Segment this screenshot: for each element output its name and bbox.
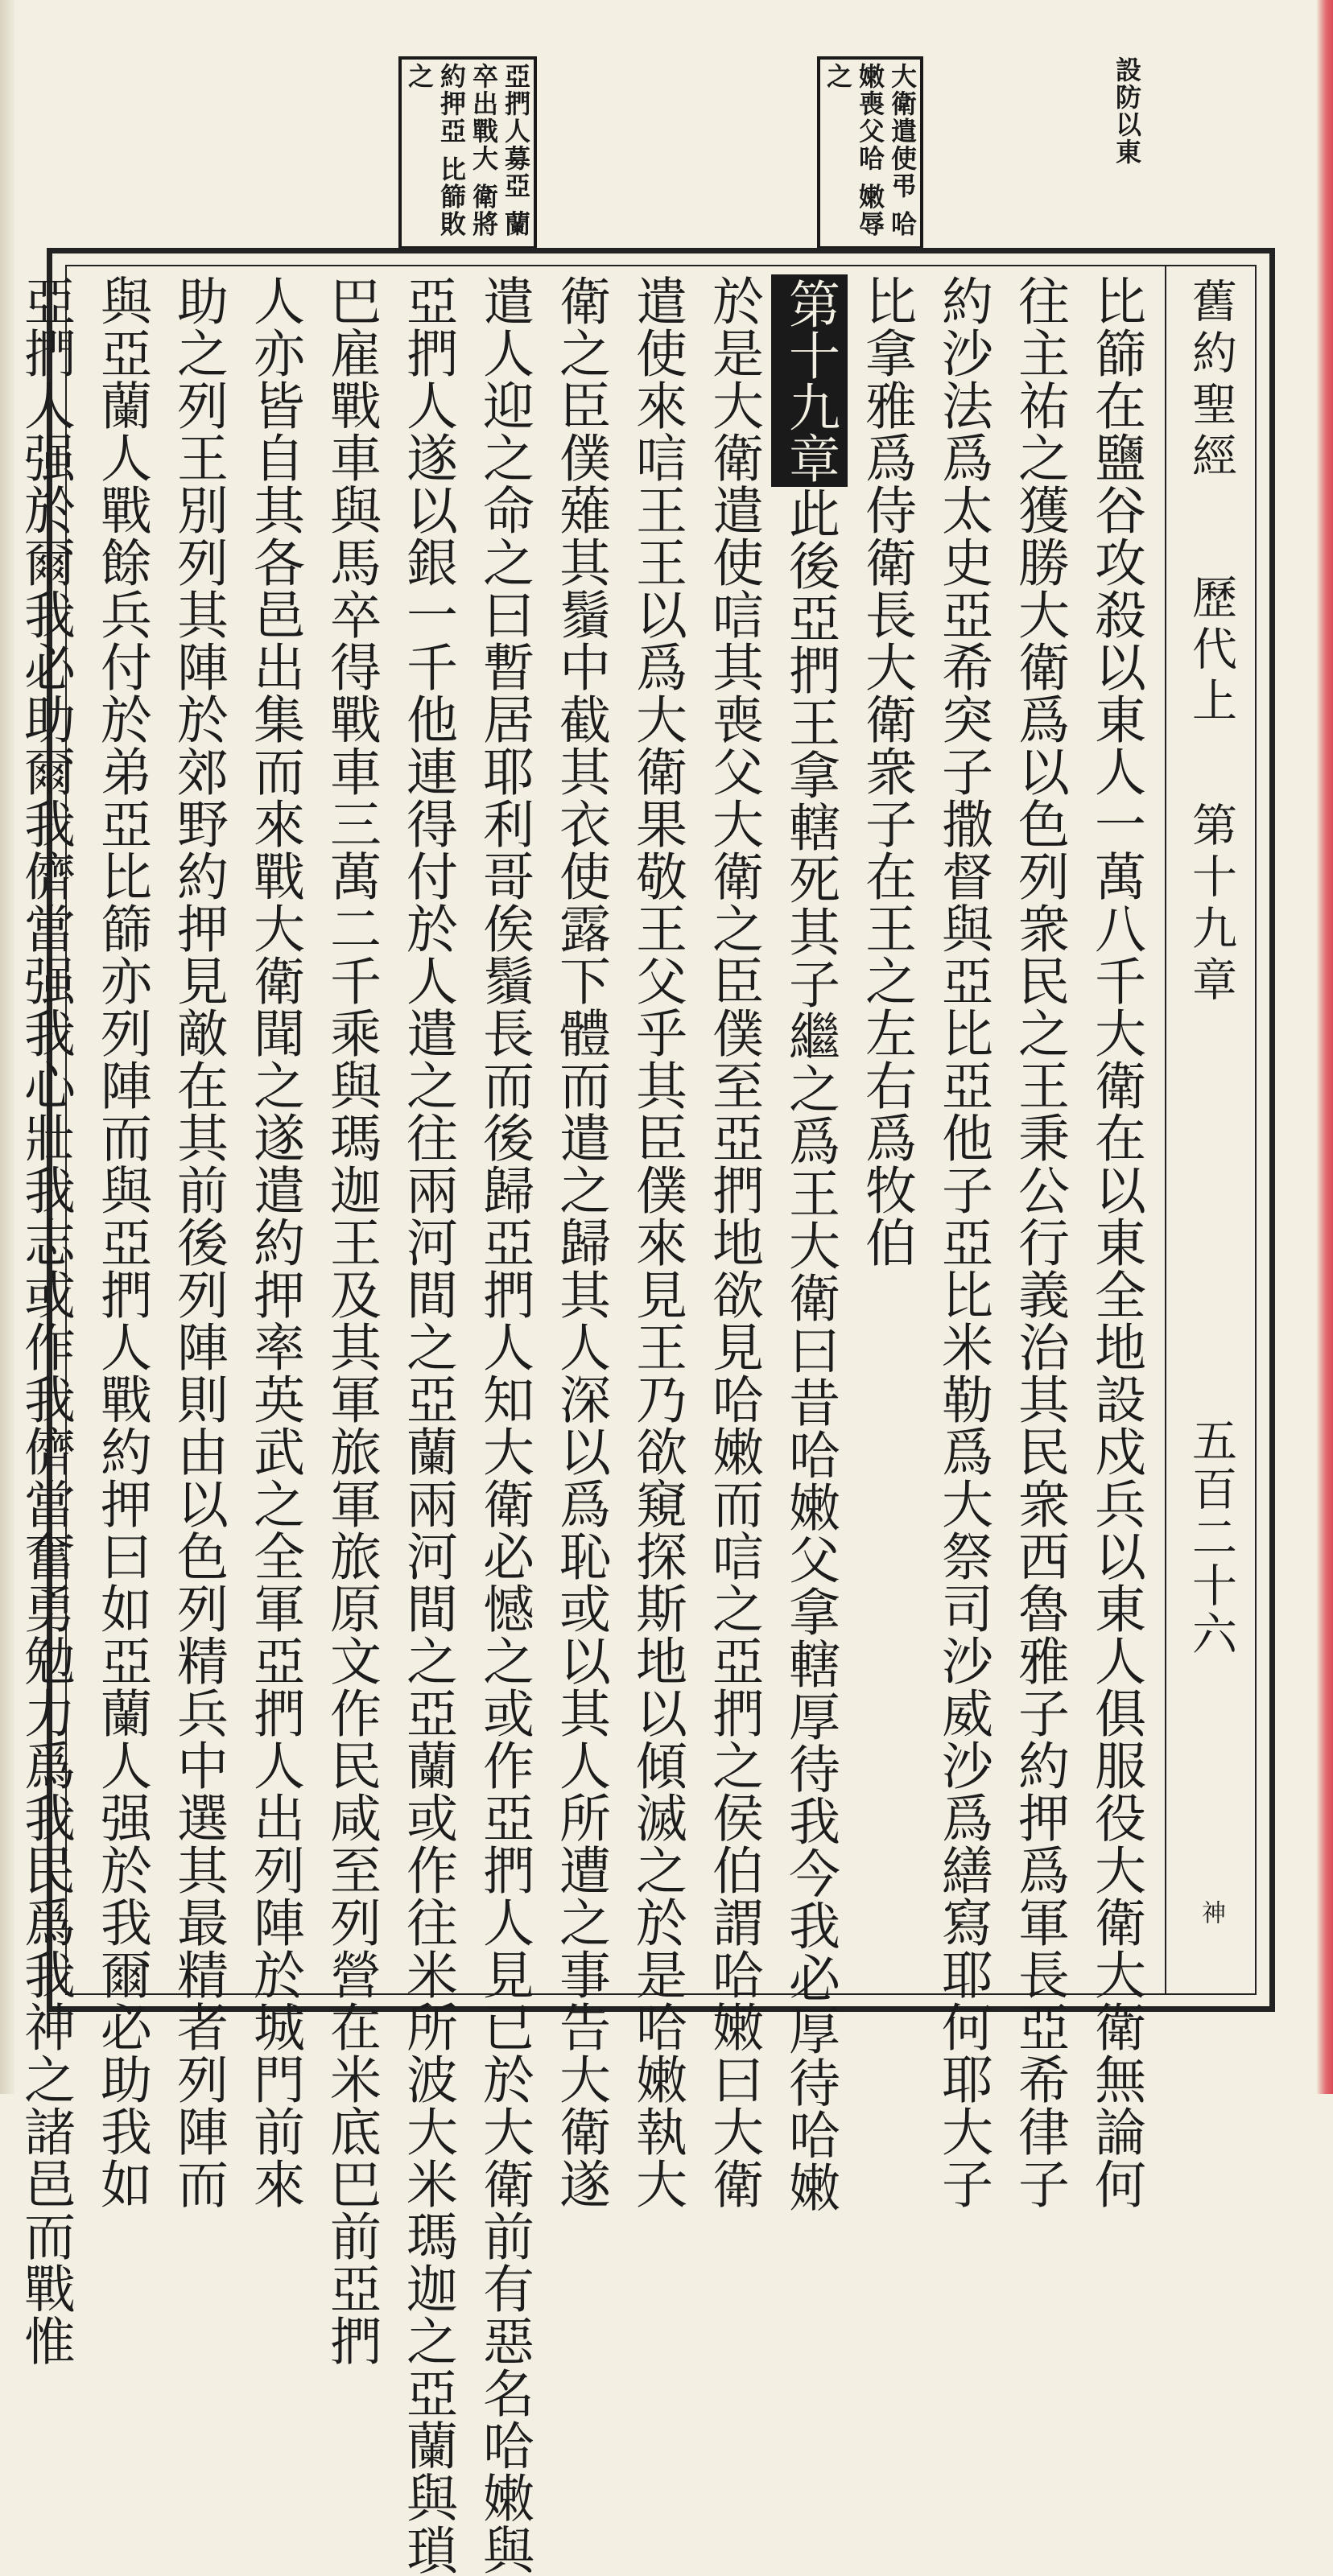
text-column: 約沙法爲太史亞希突子撒督與亞比亞他子亞比米勒爲大祭司沙威沙爲繕寫耶何耶大子 (933, 274, 993, 2210)
text-column: 比拿雅爲侍衛長大衛衆子在王之左右爲牧伯 (856, 274, 916, 1268)
margin-note-2 (817, 56, 923, 249)
text-column: 與亞蘭人戰餘兵付於弟亞比篩亦列陣而與亞捫人戰約押曰如亞蘭人强於我爾必助我如 (92, 274, 151, 2210)
margin-notes (370, 56, 1175, 249)
text-column: 衛之臣僕薙其鬚中截其衣使露下體而遣之歸其人深以爲恥或以其人所遭之事告大衛遂 (551, 274, 610, 2210)
text-column: 遣人迎之命之曰暫居耶利哥俟鬚長而後歸亞捫人知大衛必憾之或作亞捫人見已於大衛前有惡名哈嫩與 (474, 274, 534, 2576)
page-frame (15, 248, 1275, 2576)
margin-note-1-line-1: 設防以東 (1112, 56, 1142, 166)
text-column: 亞捫人强於爾我必助爾我儕當强我心壯我志或作我儕當奮勇勉力爲我民爲我神之諸邑而戰惟 (15, 274, 75, 2367)
header-title (1166, 278, 1255, 1008)
text-column: 遣使來唁王王以爲大衛果敬王父乎其臣僕來見王乃欲窺探斯地以傾滅之於是哈嫩執大 (627, 274, 687, 2210)
chapter-marker: 第十九章 (771, 274, 848, 487)
text-column: 巴雇戰車與馬卒得戰車三萬二千乘與瑪迦王及其軍旅軍旅原文作民咸至列營在米底巴前亞捫 (321, 274, 381, 2367)
margin-note-2-line-3: 嫩辱之 (823, 63, 885, 238)
text-column: 亞捫人遂以銀一千他連得付於人遣之往兩河間之亞蘭兩河間之亞蘭或作往米所波大米瑪迦之亞蘭與瑣 (398, 274, 457, 2576)
header-mark: 神 (1197, 1900, 1225, 1924)
margin-note-3-line-3: 衛將約押亞 (436, 63, 499, 238)
page-frame-inner (15, 265, 1257, 2576)
margin-note-2-line-2: 哈嫩喪父哈 (855, 63, 918, 238)
text-column: 人亦皆自其各邑出集而來戰大衛聞之遂遣約押率英武之全軍亞捫人出列陣於城門前來 (245, 274, 304, 2210)
book-title: 舊約聖經 (1185, 278, 1237, 484)
section-title: 歷代上 (1185, 573, 1237, 728)
margin-note-3-line-4: 比篩敗之 (404, 63, 467, 238)
running-header (1165, 266, 1255, 1993)
text-column: 往主祐之獲勝大衛爲以色列衆民之王秉公行義治其民衆西魯雅子約押爲軍長亞希律子 (1009, 274, 1069, 2210)
text-column: 於是大衛遣使唁其喪父大衛之臣僕至亞捫地欲見哈嫩而唁之亞捫之侯伯謂哈嫩曰大衛 (704, 274, 763, 2210)
margin-note-3-line-1: 亞捫人募亞 (501, 63, 531, 200)
margin-note-2-lines (817, 56, 923, 249)
margin-note-2-line-1: 大衛遣使弔 (887, 63, 918, 200)
text-column: 比篩在鹽谷攻殺以東人一萬八千大衛在以東全地設戍兵以東人俱服役大衛大衛無論何 (1086, 274, 1145, 2210)
red-page-edge (1317, 0, 1333, 2094)
page-number: 五百二十六 (1185, 1417, 1237, 1659)
text-column: 第十九章此後亞捫王拿轄死其子繼之爲王大衛曰昔哈嫩父拿轄厚待我今我必厚待哈嫩 (771, 274, 848, 2005)
body-text (15, 274, 1153, 2576)
text-column: 助之列王別列其陣於郊野約押見敵在其前後列陣則由以色列精兵中選其最精者列陣而 (168, 274, 228, 2210)
margin-note-3 (398, 56, 537, 249)
chapter-title: 第十九章 (1185, 802, 1237, 1008)
margin-note-3-lines (398, 56, 537, 249)
margin-note-3-line-2: 蘭卒出戰大 (468, 63, 531, 238)
margin-note-1 (1111, 56, 1143, 166)
